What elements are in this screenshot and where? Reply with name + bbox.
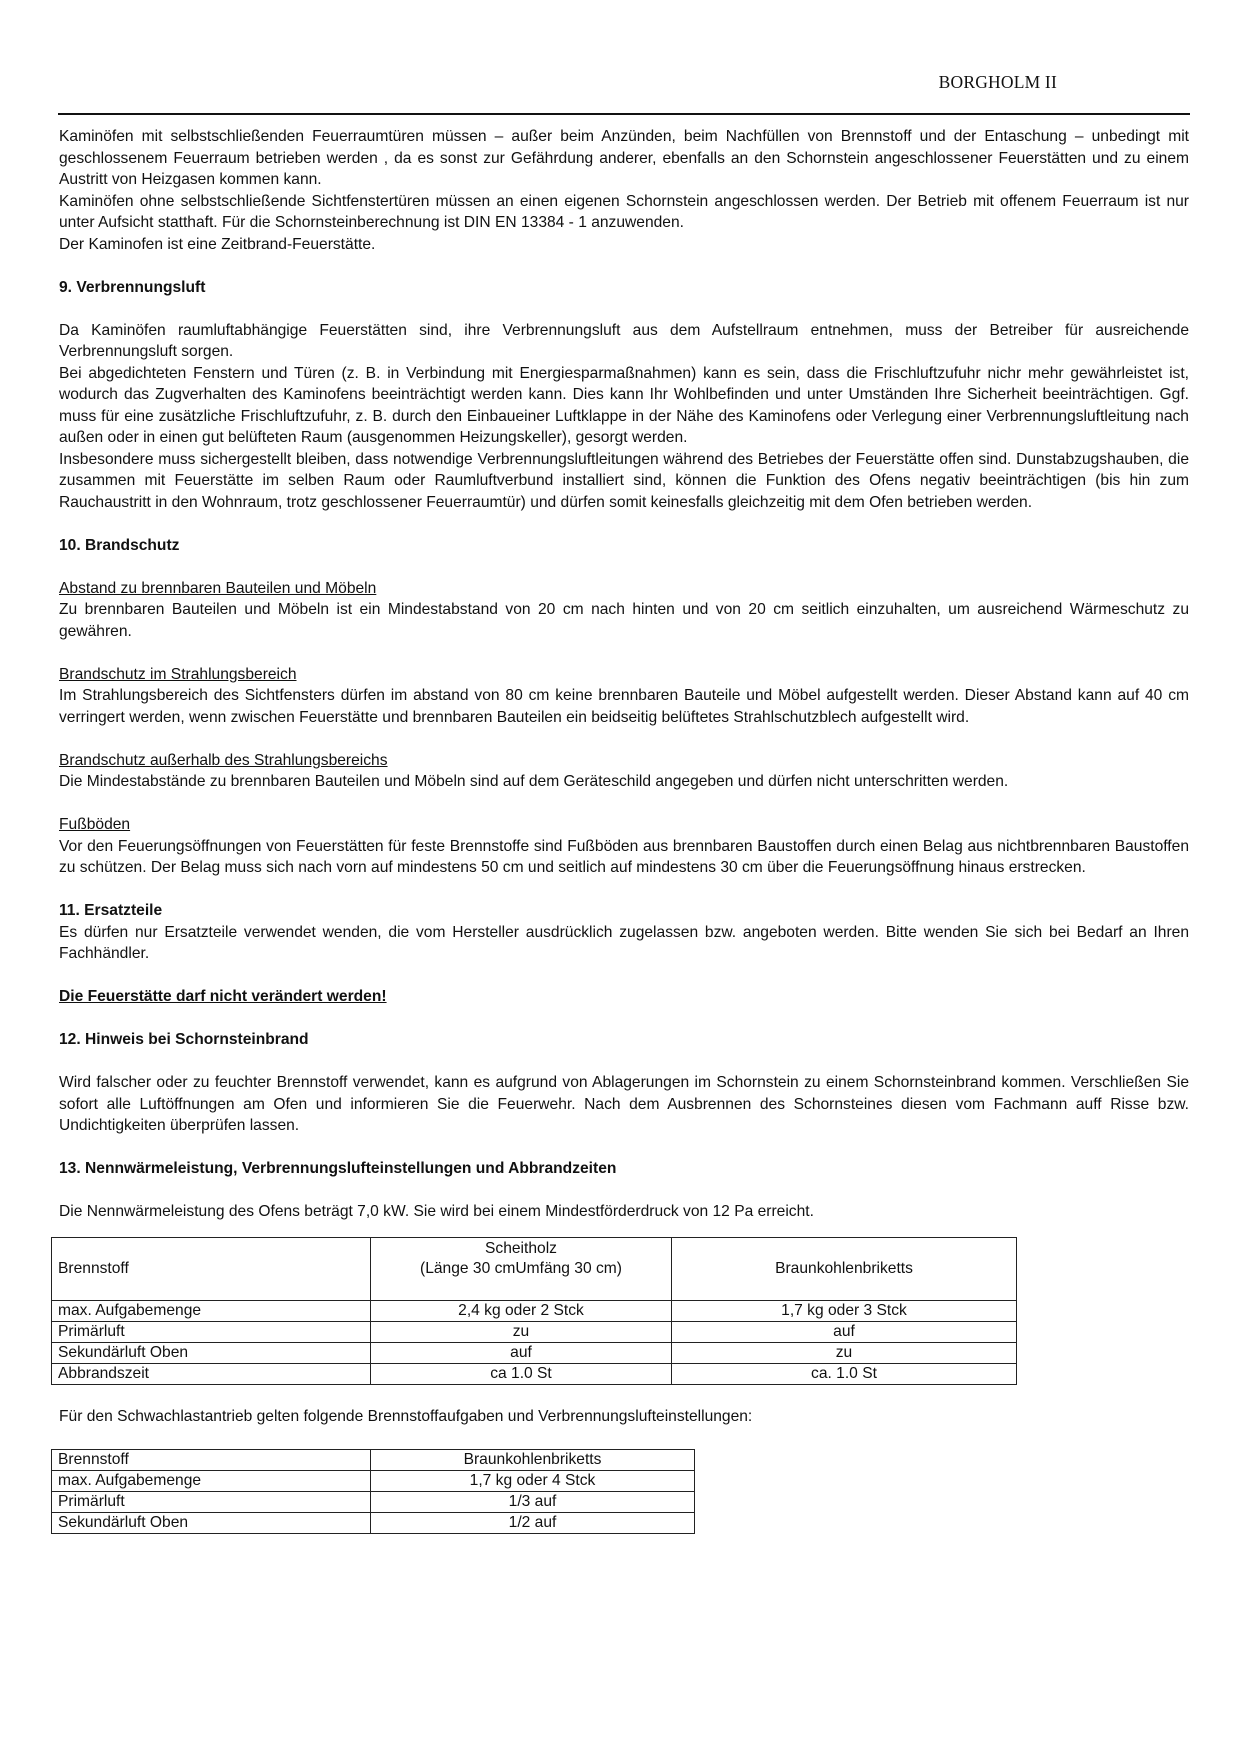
intro-paragraph: Kaminöfen mit selbstschließenden Feuerraumtüren müssen – außer beim Anzünden, beim Nachfüllen von Brennstoff und der Entaschung – unbedingt mit geschlossenem Feuerraum betrieben werden , da es sonst zur Gefährdung anderer, ebenfalls an den Schornstein angeschlossener Feuerstätten und zu einem Austritt von Heizgasen kommen kann.: [59, 128, 1189, 188]
subsection-text: Die Mindestabstände zu brennbaren Bauteilen und Möbeln sind auf dem Geräteschild angegeben und dürfen nicht unterschritten werden.: [59, 773, 1009, 790]
table-cell: 1,7 kg oder 4 Stck: [371, 1471, 695, 1492]
table-row: [52, 1513, 695, 1534]
table-cell: 2,4 kg oder 2 Stck: [371, 1300, 672, 1321]
table-cell: ca. 1.0 St: [672, 1363, 1017, 1384]
table-cell: zu: [672, 1342, 1017, 1363]
table-cell: Braunkohlenbriketts: [371, 1450, 695, 1471]
table-cell: Primärluft: [52, 1492, 371, 1513]
table-row: [52, 1471, 695, 1492]
table-header-line: Scheitholz: [485, 1239, 557, 1257]
section9-paragraph: Da Kaminöfen raumluftabhängige Feuerstätten sind, ihre Verbrennungsluft aus dem Aufstellraum entnehmen, muss der Betreiber für ausreichende Verbrennungsluft sorgen.: [59, 321, 1189, 360]
table-cell: zu: [371, 1321, 672, 1342]
table-cell: ca 1.0 St: [371, 1363, 672, 1384]
section-heading-13: 13. Nennwärmeleistung, Verbrennungslufteinstellungen und Abbrandzeiten: [59, 1160, 617, 1177]
table-cell: auf: [672, 1321, 1017, 1342]
section12-text: Wird falscher oder zu feuchter Brennstoff verwendet, kann es aufgrund von Ablagerungen im Schornstein zu einem Schornsteinbrand kommen. Verschließen Sie sofort alle Luftöffnungen am Ofen und informieren Sie die Feuerwehr. Nach dem Ausbrennen des Schornsteines diesen vom Fachmann auff Risse bzw. Undichtigkeiten überprüfen lassen.: [59, 1074, 1189, 1134]
table-cell: auf: [371, 1342, 672, 1363]
section-heading-11: 11. Ersatzteile: [59, 902, 163, 919]
table-row: [52, 1492, 695, 1513]
header-rule: [58, 113, 1190, 115]
section11-text: Es dürfen nur Ersatzteile verwendet wenden, die vom Hersteller ausdrücklich zugelassen bzw. angeboten werden. Bitte wenden Sie sich bei Bedarf an Ihren Fachhändler.: [59, 923, 1189, 962]
section-heading-9: 9. Verbrennungsluft: [59, 278, 206, 296]
table-cell: 1/2 auf: [371, 1513, 695, 1534]
intro-paragraph: Kaminöfen ohne selbstschließende Sichtfenstertüren müssen an einen eigenen Schornstein angeschlossen werden. Der Betrieb mit offenem Feuerraum ist nur unter Aufsicht statthaft. Für die Schornsteinberechnung ist DIN EN 13384 - 1 anzuwenden.: [59, 192, 1189, 231]
table-cell: max. Aufgabemenge: [52, 1300, 371, 1321]
subsection-text: Im Strahlungsbereich des Sichtfensters dürfen im abstand von 80 cm keine brennbaren Bauteile und Möbel aufgestellt werden. Dieser Abstand kann auf 40 cm verringert werden, wenn zwischen Feuerstätte und brennbaren Bauteilen ein beidseitig belüftetes Strahlschutzblech aufgestellt wird.: [59, 687, 1189, 726]
section13-intro: Die Nennwärmeleistung des Ofens beträgt 7,0 kW. Sie wird bei einem Mindestförderdruck von 12 Pa erreicht.: [59, 1203, 814, 1220]
table-cell: 1,7 kg oder 3 Stck: [672, 1300, 1017, 1321]
low-load-table: [51, 1449, 695, 1534]
table-header-row: [52, 1237, 1017, 1300]
table-row: [52, 1300, 1017, 1321]
intro-paragraph: Der Kaminofen ist eine Zeitbrand-Feuerstätte.: [59, 235, 376, 253]
section-heading-12: 12. Hinweis bei Schornsteinbrand: [59, 1031, 309, 1048]
table-row: [52, 1450, 695, 1471]
modification-warning: Die Feuerstätte darf nicht verändert werden!: [59, 988, 387, 1005]
subsection-title: Abstand zu brennbaren Bauteilen und Möbeln: [59, 579, 377, 597]
table-cell: Sekundärluft Oben: [52, 1342, 371, 1363]
table-row: [52, 1321, 1017, 1342]
table-header-cell: [371, 1237, 672, 1300]
table-cell: Brennstoff: [52, 1450, 371, 1471]
subsection-title: Fußböden: [59, 816, 131, 833]
table-header-line: (Länge 30 cmUmfäng 30 cm): [420, 1259, 622, 1277]
table-row: [52, 1363, 1017, 1384]
table-cell: max. Aufgabemenge: [52, 1471, 371, 1492]
subsection-title: Brandschutz im Strahlungsbereich: [59, 665, 297, 683]
low-load-intro: Für den Schwachlastantrieb gelten folgende Brennstoffaufgaben und Verbrennungslufteinstellungen:: [59, 1408, 753, 1425]
section9-paragraph: Bei abgedichteten Fenstern und Türen (z. B. in Verbindung mit Energiesparmaßnahmen) kann es sein, dass die Frischluftzufuhr nichr mehr gewährleistet ist, wodurch das Zugverhalten des Kaminofens beeinträchtigt werden kann. Dies kann Ihr Wohlbefinden und unter Umständen Ihre Sicherheit beeinträchtigen. Ggf. muss für eine zusätzliche Frischluftzufuhr, z. B. durch den Einbaueiner Luftklappe in der Nähe des Kaminofens oder Verlegung einer Verbrennungsluftleitung nach außen oder in einen gut belüfteten Raum (ausgenommen Heizungskeller), gesorgt werden.: [59, 364, 1189, 446]
subsection-title: Brandschutz außerhalb des Strahlungsbereichs: [59, 751, 388, 769]
page-header-title: BORGHOLM II: [938, 72, 1057, 92]
section-heading-10: 10. Brandschutz: [59, 536, 180, 554]
fuel-settings-table: [51, 1237, 1017, 1385]
table-cell: 1/3 auf: [371, 1492, 695, 1513]
table-header-cell: Braunkohlenbriketts: [672, 1237, 1017, 1300]
table-cell: Abbrandszeit: [52, 1363, 371, 1384]
table-cell: Primärluft: [52, 1321, 371, 1342]
subsection-text: Zu brennbaren Bauteilen und Möbeln ist ein Mindestabstand von 20 cm nach hinten und von 20 cm seitlich einzuhalten, um ausreichend Wärmeschutz zu gewähren.: [59, 601, 1189, 640]
table-cell: Sekundärluft Oben: [52, 1513, 371, 1534]
section9-paragraph: Insbesondere muss sichergestellt bleiben, dass notwendige Verbrennungsluftleitungen während des Betriebes der Feuerstätte offen sind. Dunstabzugshauben, die zusammen mit Feuerstätte im selben Raum oder Raumluftverbund installiert sind, können die Funktion des Ofens negativ beeinträchtigen (bis hin zum Rauchaustritt in den Wohnraum, trotz geschlossener Feuerraumtür) und dürfen somit keinesfalls gleichzeitig mit dem Ofen betrieben werden.: [59, 450, 1189, 511]
table-header-cell: Brennstoff: [52, 1237, 371, 1300]
table-row: [52, 1342, 1017, 1363]
document-body: [59, 126, 1189, 1534]
subsection-text: Vor den Feuerungsöffnungen von Feuerstätten für feste Brennstoffe sind Fußböden aus brennbaren Baustoffen durch einen Belag aus nichtbrennbaren Baustoffen zu schützen. Der Belag muss sich nach vorn auf mindestens 50 cm und seitlich auf mindestens 30 cm über die Feuerungsöffnung hinaus erstrecken.: [59, 837, 1189, 876]
